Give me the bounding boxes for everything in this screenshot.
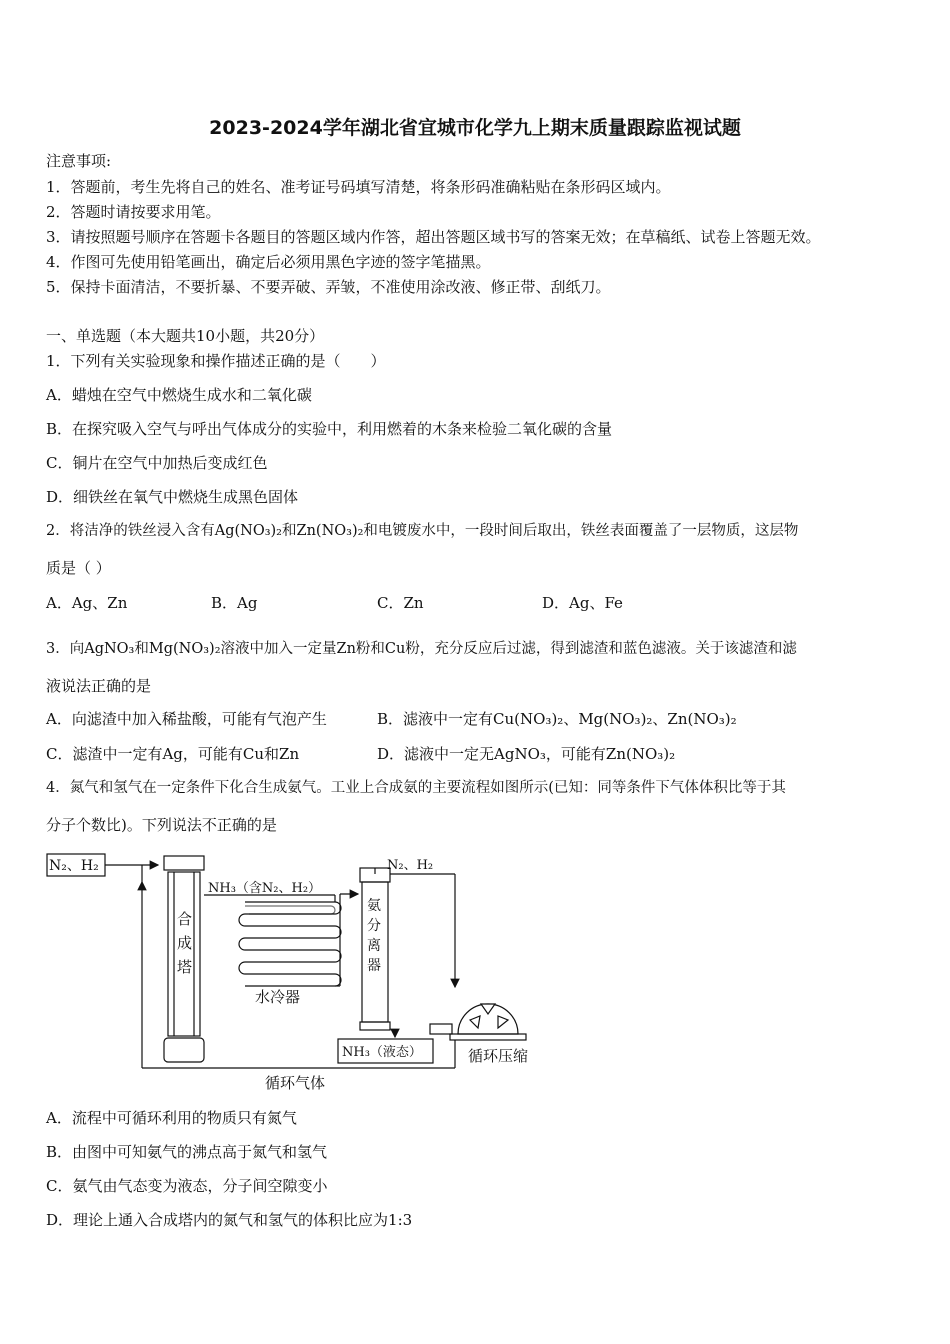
ammonia-process-diagram	[40, 842, 550, 1097]
tower-label: 塔	[177, 958, 193, 976]
notice-item: 2．答题时请按要求用笔。	[46, 203, 221, 221]
nh3-mix-label: NH₃（含N₂、H₂）	[208, 881, 322, 896]
question-1-option-b: B．在探究吸入空气与呼出气体成分的实验中，利用燃着的木条来检验二氧化碳的含量	[46, 420, 613, 438]
question-2-option-c: C．Zn	[377, 594, 424, 612]
question-4-option-a: A．流程中可循环利用的物质只有氮气	[46, 1109, 297, 1127]
separator-label: 分	[367, 918, 381, 934]
separator-label: 氨	[367, 898, 381, 914]
tower-label: 成	[177, 934, 193, 952]
recycle-gas-label: 循环气体	[265, 1074, 326, 1092]
question-2-option-a: A．Ag、Zn	[46, 594, 128, 612]
question-1-stem: 1．下列有关实验现象和操作描述正确的是（ ）	[46, 352, 386, 370]
question-4-option-c: C．氨气由气态变为液态，分子间空隙变小	[46, 1177, 328, 1195]
question-2-stem: 2．将洁净的铁丝浸入含有Ag(NO₃)₂和Zn(NO₃)₂和电镀废水中，一段时间后取出，铁丝表面覆盖了一层物质，这层物	[46, 523, 799, 539]
separator-label: 离	[367, 938, 381, 954]
input-gas-label: N₂、H₂	[49, 858, 99, 874]
tower-bottom-cap	[164, 1038, 204, 1062]
compress-label: 循环压缩	[468, 1047, 529, 1065]
water-cooler-coil	[239, 902, 341, 986]
page-title: 2023-2024学年湖北省宜城市化学九上期末质量跟踪监视试题	[209, 117, 741, 139]
notice-item: 3．请按照题号顺序在答题卡各题目的答题区域内作答，超出答题区域书写的答案无效；在草稿纸、试卷上答题无效。	[46, 228, 821, 246]
question-3-option-d: D．滤液中一定无AgNO₃，可能有Zn(NO₃)₂	[377, 745, 676, 763]
question-1-option-d: D．细铁丝在氧气中燃烧生成黑色固体	[46, 488, 299, 506]
question-1-option-a: A．蜡烛在空气中燃烧生成水和二氧化碳	[46, 386, 312, 404]
question-4-option-b: B．由图中可知氨气的沸点高于氮气和氢气	[46, 1143, 328, 1161]
question-3-stem: 液说法正确的是	[46, 677, 152, 695]
question-2-option-d: D．Ag、Fe	[542, 594, 623, 612]
question-3-stem: 3．向AgNO₃和Mg(NO₃)₂溶液中加入一定量Zn粉和Cu粉，充分反应后过滤，得到滤渣和蓝色滤液。关于该滤渣和滤	[46, 641, 797, 657]
separator-bottom-cap	[360, 1022, 390, 1030]
tower-top-cap	[164, 856, 204, 870]
question-2-stem: 质是（ ）	[46, 559, 111, 577]
recycle-compressor	[430, 1004, 526, 1040]
question-3-option-b: B．滤液中一定有Cu(NO₃)₂、Mg(NO₃)₂、Zn(NO₃)₂	[377, 710, 737, 728]
liquid-ammonia-label: NH₃（液态）	[342, 1045, 422, 1060]
question-1-option-c: C．铜片在空气中加热后变成红色	[46, 454, 268, 472]
cooler-label: 水冷器	[255, 988, 301, 1006]
separator-label: 器	[367, 958, 381, 974]
notice-item: 4．作图可先使用铅笔画出，确定后必须用黑色字迹的签字笔描黑。	[46, 253, 491, 271]
notice-heading: 注意事项:	[46, 152, 112, 170]
notice-item: 1．答题前，考生先将自己的姓名、准考证号码填写清楚，将条形码准确粘贴在条形码区域内。	[46, 178, 671, 196]
synthesis-tower	[168, 872, 200, 1036]
top-gas-label: N₂、H₂	[387, 858, 434, 873]
question-2-option-b: B．Ag	[211, 594, 258, 612]
tower-label: 合	[177, 910, 193, 928]
notice-item: 5．保持卡面清洁，不要折暴、不要弄破、弄皱，不准使用涂改液、修正带、刮纸刀。	[46, 278, 611, 296]
section-heading: 一、单选题（本大题共10小题，共20分）	[46, 327, 325, 345]
question-3-option-a: A．向滤渣中加入稀盐酸，可能有气泡产生	[46, 710, 327, 728]
question-3-option-c: C．滤渣中一定有Ag，可能有Cu和Zn	[46, 745, 300, 763]
question-4-stem: 4．氮气和氢气在一定条件下化合生成氨气。工业上合成氨的主要流程如图所示(已知：同等条件下气体体积比等于其	[46, 780, 786, 796]
question-4-stem: 分子个数比)。下列说法不正确的是	[46, 816, 277, 834]
question-4-option-d: D．理论上通入合成塔内的氮气和氢气的体积比应为1:3	[46, 1211, 413, 1229]
